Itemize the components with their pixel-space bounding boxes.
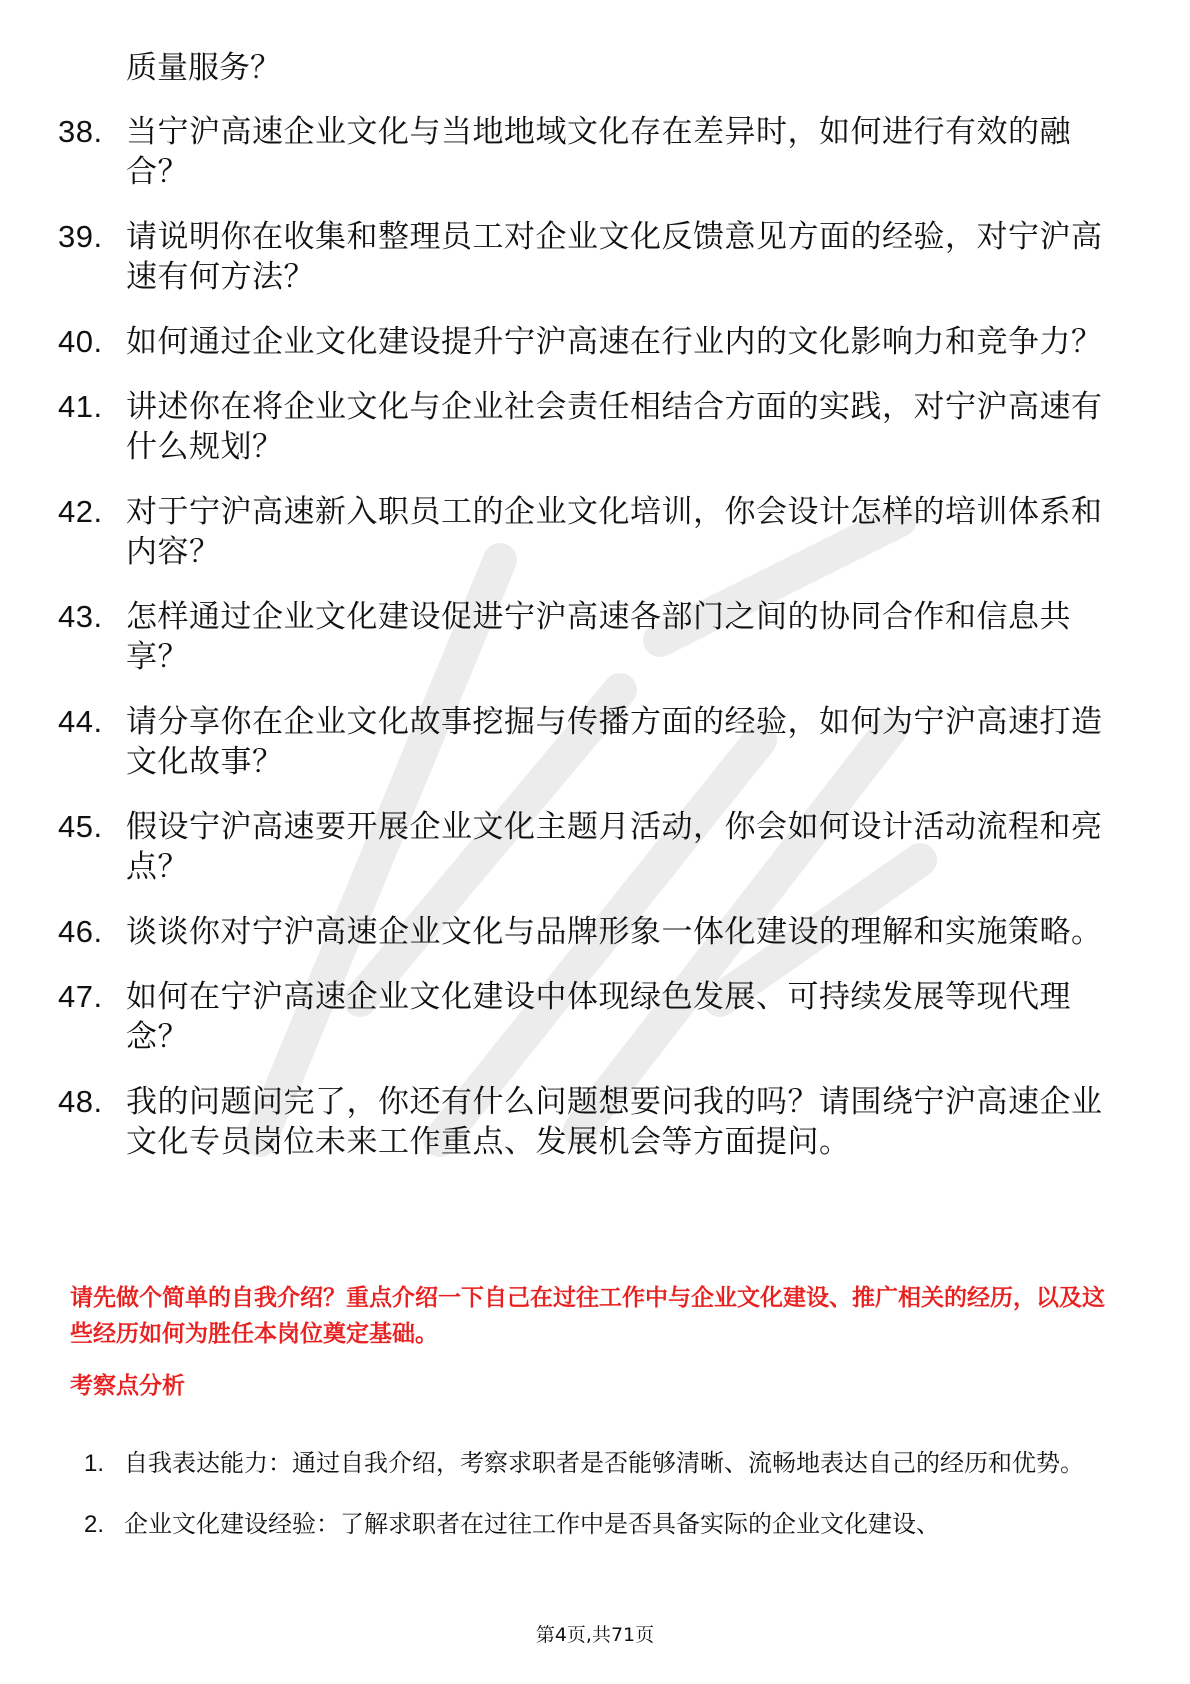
question-item (58, 322, 1118, 362)
question-item (58, 217, 1118, 297)
question-number: 44. (58, 704, 103, 739)
question-text: 如何通过企业文化建设提升宁沪高速在行业内的文化影响力和竞争力？ (126, 324, 1103, 360)
question-number: 48. (58, 1084, 103, 1119)
question-number: 45. (58, 809, 103, 844)
analysis-number: 2. (84, 1511, 105, 1538)
question-number: 46. (58, 914, 103, 949)
continuation-text: 质量服务？ (126, 50, 281, 86)
question-number: 42. (58, 494, 103, 529)
analysis-list (84, 1436, 1124, 1558)
question-text: 怎样通过企业文化建设促进宁沪高速各部门之间的协同合作和信息共享？ (126, 599, 1071, 675)
analysis-item (84, 1497, 1124, 1552)
question-number: 40. (58, 324, 103, 359)
question-text: 讲述你在将企业文化与企业社会责任相结合方面的实践，对宁沪高速有什么规划？ (126, 389, 1103, 465)
question-item (58, 112, 1118, 192)
question-item (58, 702, 1118, 782)
question-number: 38. (58, 114, 103, 149)
question-item (58, 492, 1118, 572)
question-text: 当宁沪高速企业文化与当地地域文化存在差异时，如何进行有效的融合？ (126, 114, 1071, 190)
analysis-number: 1. (84, 1450, 105, 1477)
analysis-item (84, 1436, 1124, 1491)
question-number: 43. (58, 599, 103, 634)
question-text: 如何在宁沪高速企业文化建设中体现绿色发展、可持续发展等现代理念？ (126, 979, 1071, 1055)
question-text: 请说明你在收集和整理员工对企业文化反馈意见方面的经验，对宁沪高速有何方法？ (126, 219, 1103, 295)
question-text: 谈谈你对宁沪高速企业文化与品牌形象一体化建设的理解和实施策略。 (126, 914, 1103, 950)
page-footer: 第4页,共71页 (535, 1624, 655, 1646)
question-number: 39. (58, 219, 103, 254)
question-number: 41. (58, 389, 103, 424)
question-text: 对于宁沪高速新入职员工的企业文化培训，你会设计怎样的培训体系和内容？ (126, 494, 1103, 570)
analysis-title: 考察点分析 (70, 1373, 185, 1399)
question-text: 请分享你在企业文化故事挖掘与传播方面的经验，如何为宁沪高速打造文化故事？ (126, 704, 1103, 780)
question-item (58, 1082, 1118, 1162)
intro-question: 请先做个简单的自我介绍？重点介绍一下自己在过往工作中与企业文化建设、推广相关的经历，以及这些经历如何为胜任本岗位奠定基础。 (70, 1285, 1105, 1347)
question-item (58, 597, 1118, 677)
question-item (58, 912, 1118, 952)
question-text: 我的问题问完了，你还有什么问题想要问我的吗？请围绕宁沪高速企业文化专员岗位未来工作重点、发展机会等方面提问。 (126, 1084, 1103, 1160)
question-number: 47. (58, 979, 103, 1014)
question-list (58, 112, 1118, 1187)
question-text: 假设宁沪高速要开展企业文化主题月活动，你会如何设计活动流程和亮点？ (126, 809, 1103, 885)
question-item (58, 977, 1118, 1057)
question-item (58, 387, 1118, 467)
question-item (58, 807, 1118, 887)
analysis-text: 自我表达能力：通过自我介绍，考察求职者是否能够清晰、流畅地表达自己的经历和优势。 (124, 1449, 1084, 1477)
analysis-text: 企业文化建设经验：了解求职者在过往工作中是否具备实际的企业文化建设、 (124, 1510, 940, 1538)
